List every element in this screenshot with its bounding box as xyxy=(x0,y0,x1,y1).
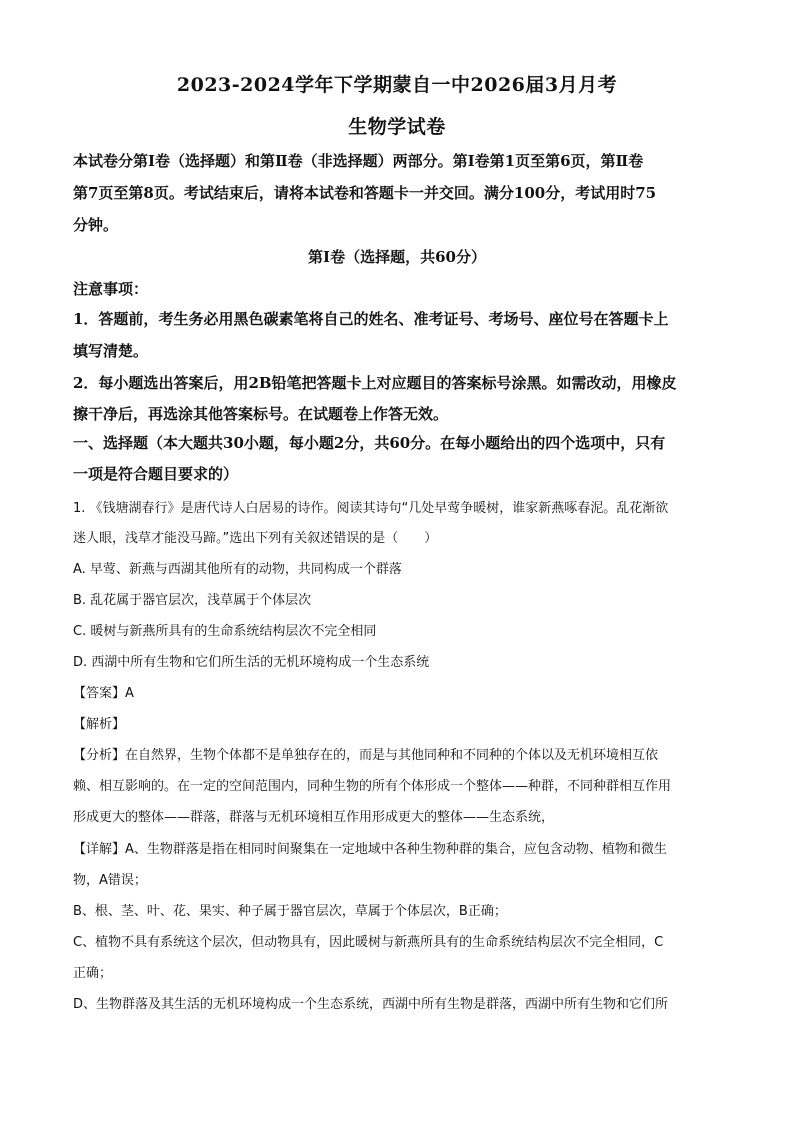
exam-title: 2023-2024学年下学期蒙自一中2026届3月月考 xyxy=(176,74,618,96)
analysis-label: 【解析】 xyxy=(73,717,126,732)
detail-line: C、植物不具有系统这个层次，但动物具有，因此暖树与新燕所具有的生命系统结构层次不完全相同，C xyxy=(73,935,664,950)
detail-line: 物，A错误； xyxy=(73,873,147,888)
intro-line: 本试卷分第Ⅰ卷（选择题）和第Ⅱ卷（非选择题）两部分。第Ⅰ卷第1页至第6页，第Ⅱ卷 xyxy=(73,152,644,170)
notes-line: 填写清楚。 xyxy=(73,342,149,360)
detail-line: B、根、茎、叶、花、果实、种子属于器官层次，草属于个体层次，B正确； xyxy=(73,904,507,919)
part-heading: 一项是符合题目要求的） xyxy=(73,465,239,483)
section-title: 第Ⅰ卷（选择题，共60分） xyxy=(308,248,486,266)
intro-line: 第7页至第8页。考试结束后，请将本试卷和答题卡一并交回。满分100分，考试用时75 xyxy=(73,184,657,202)
question-stem: 迷人眼，浅草才能没马蹄。”选出下列有关叙述错误的是（ ） xyxy=(73,531,438,546)
analysis-line: 赖、相互影响的。在一定的空间范围内，同种生物的所有个体形成一个整体——种群，不同种群相互作用 xyxy=(73,779,672,794)
option-b: B. 乱花属于器官层次，浅草属于个体层次 xyxy=(73,593,312,608)
question-stem: 1. 《钱塘湖春行》是唐代诗人白居易的诗作。阅读其诗句“几处早莺争暖树，谁家新燕啄春泥。乱花渐欲 xyxy=(73,501,669,516)
option-d: D. 西湖中所有生物和它们所生活的无机环境构成一个生态系统 xyxy=(73,655,430,670)
notes-line: 2．每小题选出答案后，用2B铅笔把答题卡上对应题目的答案标号涂黑。如需改动，用橡皮 xyxy=(73,374,677,392)
analysis-line: 【分析】在自然界，生物个体都不是单独存在的，而是与其他同种和不同种的个体以及无机环境相互依 xyxy=(73,748,659,763)
option-c: C. 暖树与新燕所具有的生命系统结构层次不完全相同 xyxy=(73,624,377,639)
detail-line: D、生物群落及其生活的无机环境构成一个生态系统，西湖中所有生物是群落，西湖中所有生物和它们所 xyxy=(73,997,669,1012)
notes-line: 擦干净后，再选涂其他答案标号。在试题卷上作答无效。 xyxy=(73,405,449,423)
part-heading: 一、选择题（本大题共30小题，每小题2分，共60分。在每小题给出的四个选项中，只有 xyxy=(73,434,666,452)
analysis-line: 形成更大的整体——群落，群落与无机环境相互作用形成更大的整体——生态系统， xyxy=(73,810,555,825)
exam-subtitle: 生物学试卷 xyxy=(348,116,446,138)
intro-line: 分钟。 xyxy=(73,216,119,234)
answer-line: 【答案】A xyxy=(73,686,134,701)
option-a: A. 早莺、新燕与西湖其他所有的动物，共同构成一个群落 xyxy=(73,562,402,577)
notes-heading: 注意事项： xyxy=(73,280,149,298)
detail-line: 【详解】A、生物群落是指在相同时间聚集在一定地域中各种生物种群的集合，应包含动物、植物和微生 xyxy=(73,842,667,857)
detail-line: 正确； xyxy=(73,966,113,981)
notes-line: 1．答题前，考生务必用黑色碳素笔将自己的姓名、准考证号、考场号、座位号在答题卡上 xyxy=(73,310,669,328)
